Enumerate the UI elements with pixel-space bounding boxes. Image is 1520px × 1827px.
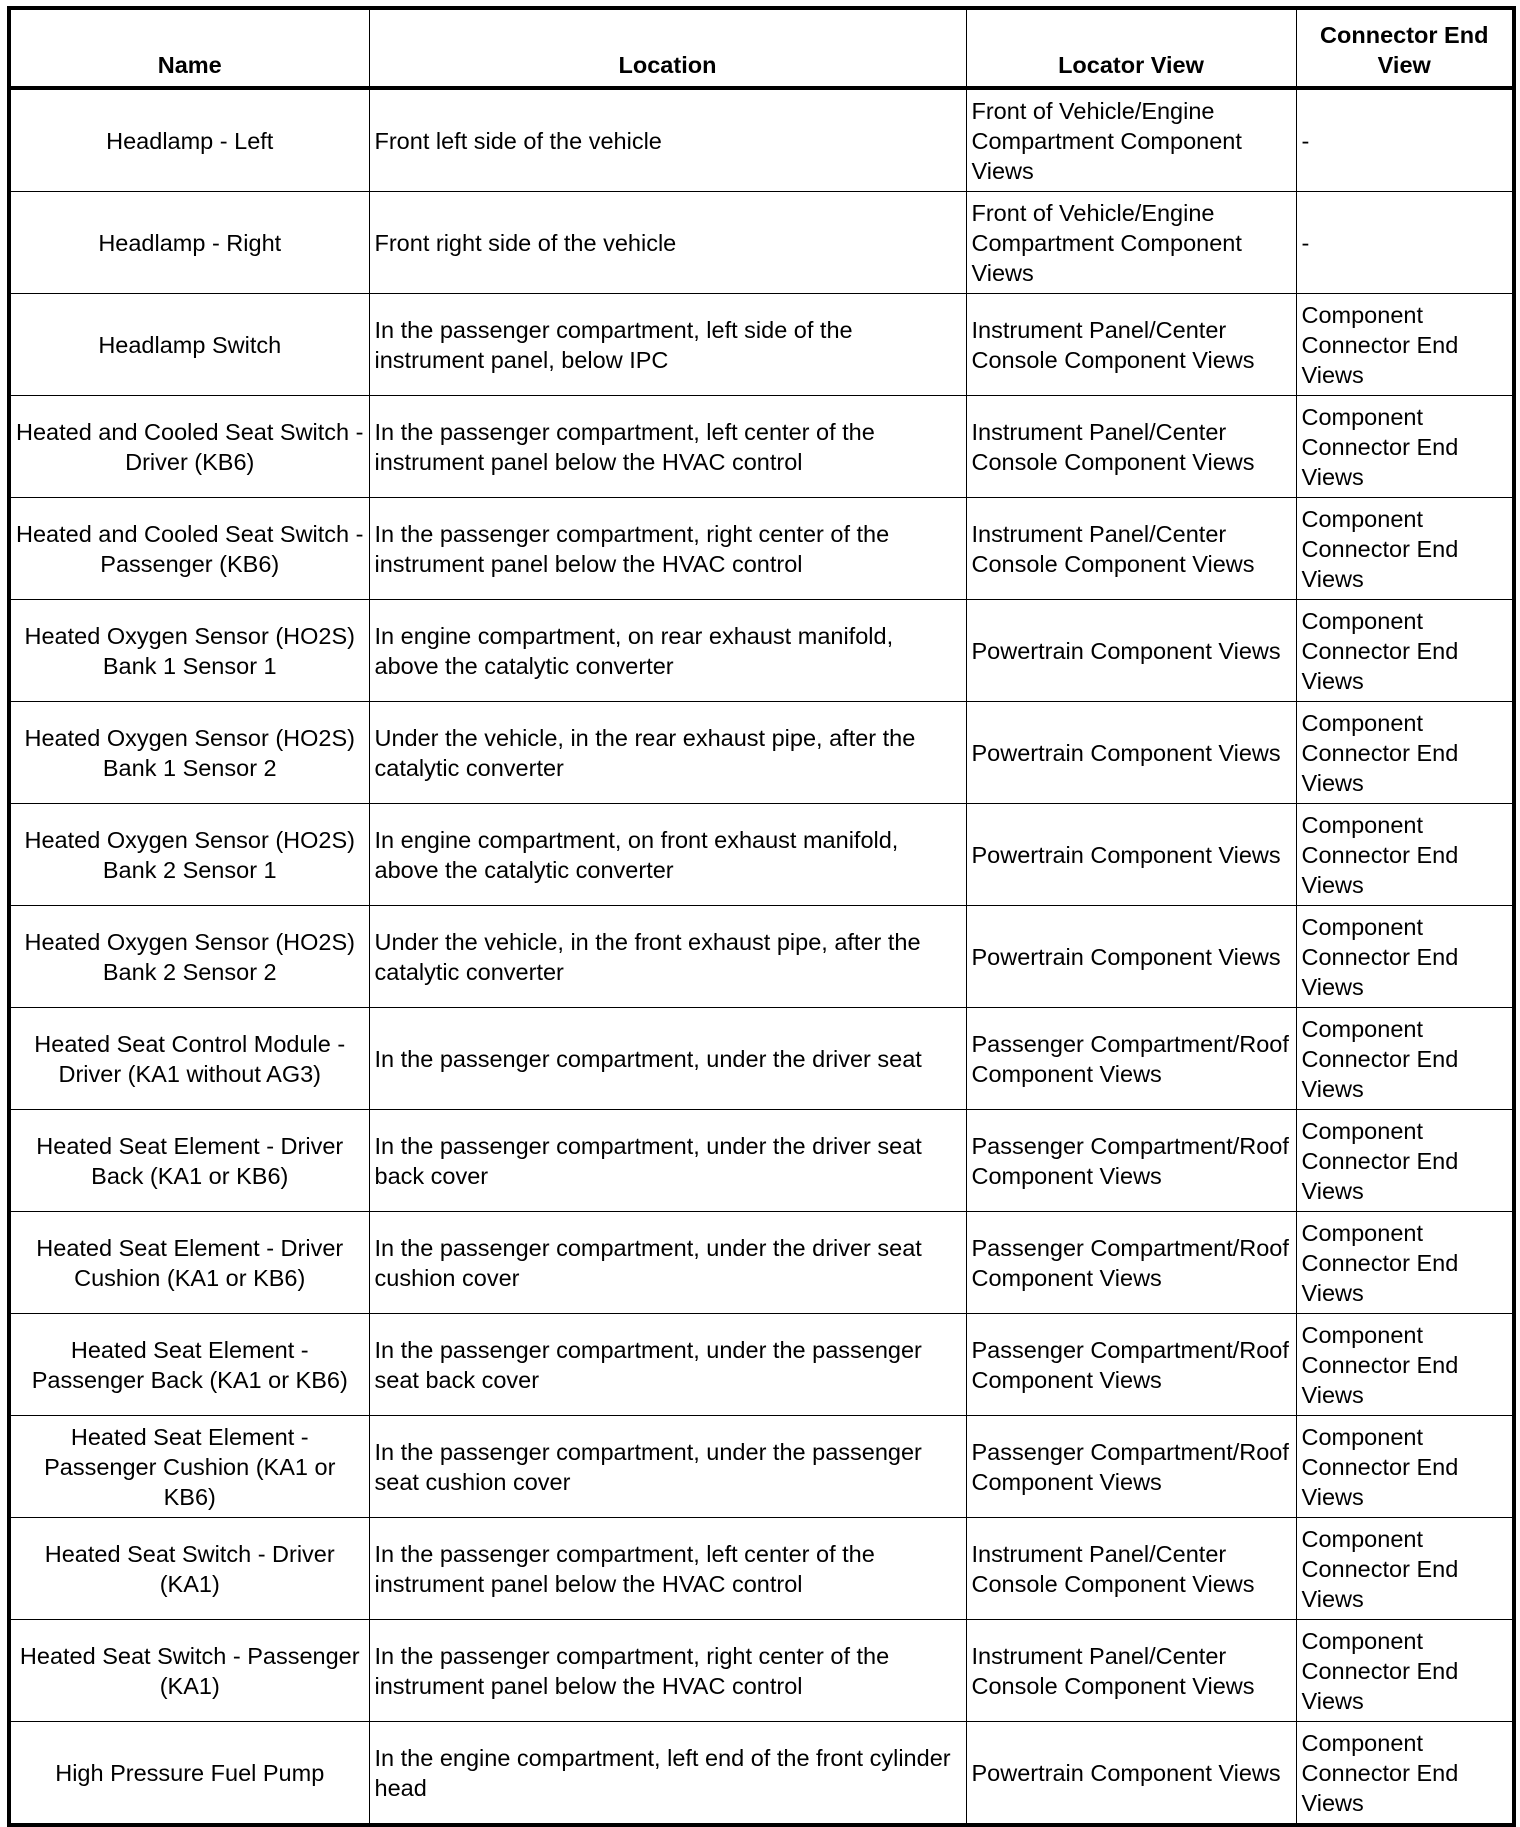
- locator-view-cell: Instrument Panel/Center Console Component Views: [966, 294, 1296, 396]
- name-cell: Heated and Cooled Seat Switch - Driver (KB6): [9, 396, 369, 498]
- connector-end-view-cell: Component Connector End Views: [1296, 702, 1514, 804]
- table-row: [9, 1722, 1514, 1826]
- table-row: [9, 1110, 1514, 1212]
- locator-view-cell: Instrument Panel/Center Console Component Views: [966, 396, 1296, 498]
- connector-end-view-cell: Component Connector End Views: [1296, 1008, 1514, 1110]
- locator-view-cell: Powertrain Component Views: [966, 702, 1296, 804]
- table-row: [9, 1416, 1514, 1518]
- name-cell: Headlamp - Right: [9, 192, 369, 294]
- name-cell: Headlamp Switch: [9, 294, 369, 396]
- locator-view-cell: Front of Vehicle/Engine Compartment Component Views: [966, 192, 1296, 294]
- name-cell: Heated Seat Control Module - Driver (KA1 without AG3): [9, 1008, 369, 1110]
- table-row: [9, 600, 1514, 702]
- locator-view-cell: Instrument Panel/Center Console Component Views: [966, 1518, 1296, 1620]
- name-cell: Heated Oxygen Sensor (HO2S) Bank 1 Sensor 2: [9, 702, 369, 804]
- name-cell: Heated Oxygen Sensor (HO2S) Bank 2 Sensor 2: [9, 906, 369, 1008]
- locator-view-cell: Powertrain Component Views: [966, 1722, 1296, 1826]
- name-cell: Heated Seat Switch - Passenger (KA1): [9, 1620, 369, 1722]
- connector-end-view-cell: Component Connector End Views: [1296, 1314, 1514, 1416]
- location-cell: In the passenger compartment, under the driver seat: [369, 1008, 966, 1110]
- table-row: [9, 1008, 1514, 1110]
- component-locator-table: [7, 6, 1516, 1827]
- location-cell: In the passenger compartment, under the driver seat back cover: [369, 1110, 966, 1212]
- table-row: [9, 1518, 1514, 1620]
- table-row: [9, 906, 1514, 1008]
- name-cell: Heated Seat Element - Driver Cushion (KA1 or KB6): [9, 1212, 369, 1314]
- locator-view-cell: Powertrain Component Views: [966, 600, 1296, 702]
- table-row: [9, 1620, 1514, 1722]
- connector-end-view-cell: Component Connector End Views: [1296, 600, 1514, 702]
- location-cell: Under the vehicle, in the rear exhaust pipe, after the catalytic converter: [369, 702, 966, 804]
- name-cell: Heated Oxygen Sensor (HO2S) Bank 1 Sensor 1: [9, 600, 369, 702]
- connector-end-view-cell: Component Connector End Views: [1296, 1620, 1514, 1722]
- table-row: [9, 294, 1514, 396]
- name-cell: Heated Seat Switch - Driver (KA1): [9, 1518, 369, 1620]
- header-location: Location: [369, 8, 966, 88]
- locator-view-cell: Passenger Compartment/Roof Component Views: [966, 1416, 1296, 1518]
- location-cell: Front right side of the vehicle: [369, 192, 966, 294]
- location-cell: In the passenger compartment, right center of the instrument panel below the HVAC control: [369, 1620, 966, 1722]
- table-row: [9, 702, 1514, 804]
- connector-end-view-cell: Component Connector End Views: [1296, 498, 1514, 600]
- connector-end-view-cell: -: [1296, 88, 1514, 192]
- table-row: [9, 396, 1514, 498]
- locator-view-cell: Powertrain Component Views: [966, 804, 1296, 906]
- header-row: [9, 8, 1514, 88]
- location-cell: In engine compartment, on front exhaust manifold, above the catalytic converter: [369, 804, 966, 906]
- table-row: [9, 804, 1514, 906]
- location-cell: In the passenger compartment, left side of the instrument panel, below IPC: [369, 294, 966, 396]
- location-cell: In the passenger compartment, under the passenger seat back cover: [369, 1314, 966, 1416]
- locator-view-cell: Instrument Panel/Center Console Component Views: [966, 498, 1296, 600]
- locator-view-cell: Powertrain Component Views: [966, 906, 1296, 1008]
- header-name: Name: [9, 8, 369, 88]
- locator-view-cell: Front of Vehicle/Engine Compartment Component Views: [966, 88, 1296, 192]
- location-cell: In the passenger compartment, under the driver seat cushion cover: [369, 1212, 966, 1314]
- locator-view-cell: Instrument Panel/Center Console Component Views: [966, 1620, 1296, 1722]
- connector-end-view-cell: Component Connector End Views: [1296, 1212, 1514, 1314]
- connector-end-view-cell: Component Connector End Views: [1296, 1722, 1514, 1826]
- table-row: [9, 88, 1514, 192]
- location-cell: In the engine compartment, left end of the front cylinder head: [369, 1722, 966, 1826]
- connector-end-view-cell: Component Connector End Views: [1296, 1518, 1514, 1620]
- name-cell: Heated Seat Element - Passenger Back (KA1 or KB6): [9, 1314, 369, 1416]
- location-cell: In the passenger compartment, under the passenger seat cushion cover: [369, 1416, 966, 1518]
- location-cell: In the passenger compartment, left center of the instrument panel below the HVAC control: [369, 396, 966, 498]
- connector-end-view-cell: Component Connector End Views: [1296, 1416, 1514, 1518]
- location-cell: In the passenger compartment, left center of the instrument panel below the HVAC control: [369, 1518, 966, 1620]
- locator-view-cell: Passenger Compartment/Roof Component Views: [966, 1110, 1296, 1212]
- header-locator-view: Locator View: [966, 8, 1296, 88]
- table-row: [9, 498, 1514, 600]
- connector-end-view-cell: Component Connector End Views: [1296, 396, 1514, 498]
- name-cell: Heated and Cooled Seat Switch - Passenger (KB6): [9, 498, 369, 600]
- connector-end-view-cell: Component Connector End Views: [1296, 1110, 1514, 1212]
- name-cell: High Pressure Fuel Pump: [9, 1722, 369, 1826]
- location-cell: In the passenger compartment, right center of the instrument panel below the HVAC control: [369, 498, 966, 600]
- connector-end-view-cell: -: [1296, 192, 1514, 294]
- table-row: [9, 1314, 1514, 1416]
- location-cell: In engine compartment, on rear exhaust manifold, above the catalytic converter: [369, 600, 966, 702]
- locator-view-cell: Passenger Compartment/Roof Component Views: [966, 1212, 1296, 1314]
- connector-end-view-cell: Component Connector End Views: [1296, 804, 1514, 906]
- connector-end-view-cell: Component Connector End Views: [1296, 906, 1514, 1008]
- name-cell: Heated Oxygen Sensor (HO2S) Bank 2 Sensor 1: [9, 804, 369, 906]
- table-row: [9, 1212, 1514, 1314]
- locator-view-cell: Passenger Compartment/Roof Component Views: [966, 1008, 1296, 1110]
- location-cell: Front left side of the vehicle: [369, 88, 966, 192]
- location-cell: Under the vehicle, in the front exhaust pipe, after the catalytic converter: [369, 906, 966, 1008]
- name-cell: Heated Seat Element - Driver Back (KA1 or KB6): [9, 1110, 369, 1212]
- table-row: [9, 192, 1514, 294]
- name-cell: Heated Seat Element - Passenger Cushion (KA1 or KB6): [9, 1416, 369, 1518]
- name-cell: Headlamp - Left: [9, 88, 369, 192]
- connector-end-view-cell: Component Connector End Views: [1296, 294, 1514, 396]
- locator-view-cell: Passenger Compartment/Roof Component Views: [966, 1314, 1296, 1416]
- header-connector-end-view: Connector End View: [1296, 8, 1514, 88]
